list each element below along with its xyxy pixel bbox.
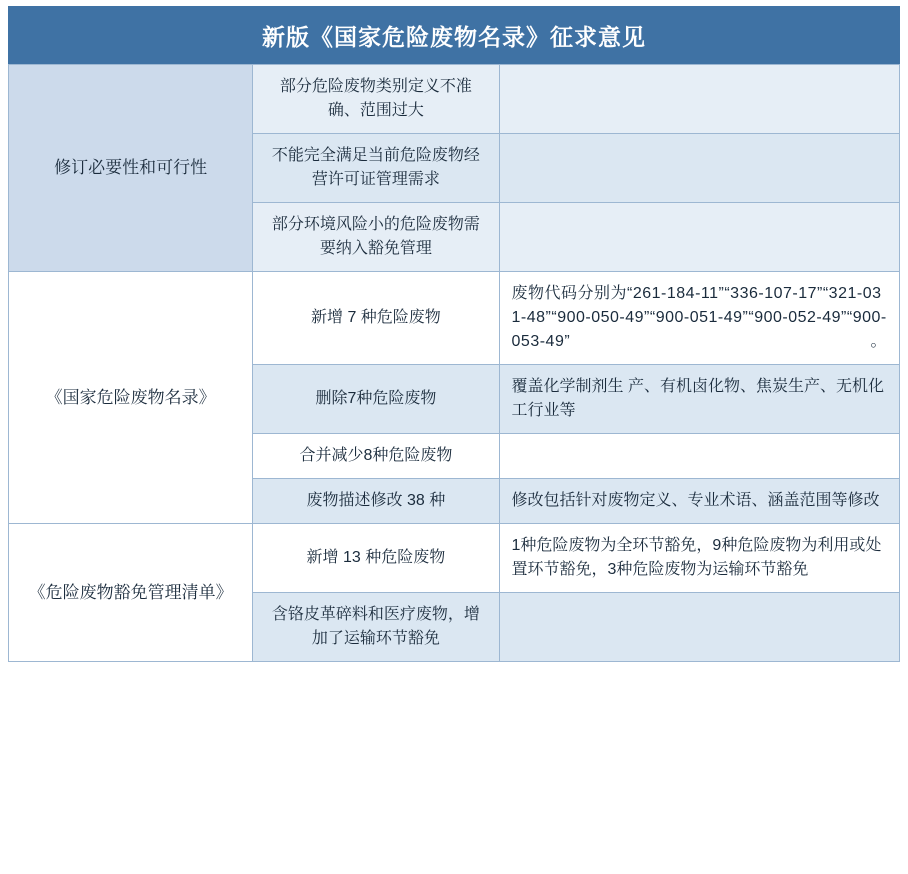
item-cell: 废物描述修改 38 种 — [253, 479, 499, 524]
desc-cell — [499, 203, 899, 272]
item-cell: 含铬皮革碎料和医疗废物，增加了运输环节豁免 — [253, 593, 499, 662]
category-cell-exemption: 《危险废物豁免管理清单》 — [9, 524, 253, 662]
item-cell: 新增 13 种危险废物 — [253, 524, 499, 593]
item-cell: 删除7种危险废物 — [253, 365, 499, 434]
table-row — [9, 272, 900, 365]
table-row — [9, 65, 900, 134]
content-table — [8, 64, 900, 662]
desc-cell — [499, 593, 899, 662]
category-cell-revision: 修订必要性和可行性 — [9, 65, 253, 272]
desc-cell: 废物代码分别为“261-184-11”“336-107-17”“321-031-48”“900-050-49”“900-051-49”“900-052-49”“900-053-49”。 — [499, 272, 899, 365]
desc-cell — [499, 134, 899, 203]
desc-cell: 1种危险废物为全环节豁免，9种危险废物为利用或处置环节豁免，3种危险废物为运输环节豁免 — [499, 524, 899, 593]
category-cell-catalog: 《国家危险废物名录》 — [9, 272, 253, 524]
watermark-brand-name: 环保在线 — [726, 810, 831, 839]
item-cell: 部分危险废物类别定义不准确、范围过大 — [253, 65, 499, 134]
desc-cell: 修改包括针对废物定义、专业术语、涵盖范围等修改 — [499, 479, 899, 524]
watermark — [667, 810, 890, 860]
table-row — [9, 524, 900, 593]
desc-cell — [499, 434, 899, 479]
watermark-brand — [727, 811, 890, 840]
desc-cell: 覆盖化学制剂生 产、有机卤化物、焦炭生产、无机化工行业等 — [499, 365, 899, 434]
watermark-brand-sub: 兴旺宝旗下 — [835, 823, 890, 836]
desc-cell — [499, 65, 899, 134]
item-cell: 不能完全满足当前危险废物经营许可证管理需求 — [253, 134, 499, 203]
page-title: 新版《国家危险废物名录》征求意见 — [8, 6, 900, 64]
watermark-text — [727, 811, 890, 859]
item-cell: 部分环境风险小的危险废物需要纳入豁免管理 — [253, 203, 499, 272]
item-cell: 新增 7 种危险废物 — [253, 272, 499, 365]
watermark-logo-icon: Hb — [667, 810, 717, 860]
item-cell: 合并减少8种危险废物 — [253, 434, 499, 479]
watermark-url: www.hbzhan.com — [726, 839, 868, 859]
